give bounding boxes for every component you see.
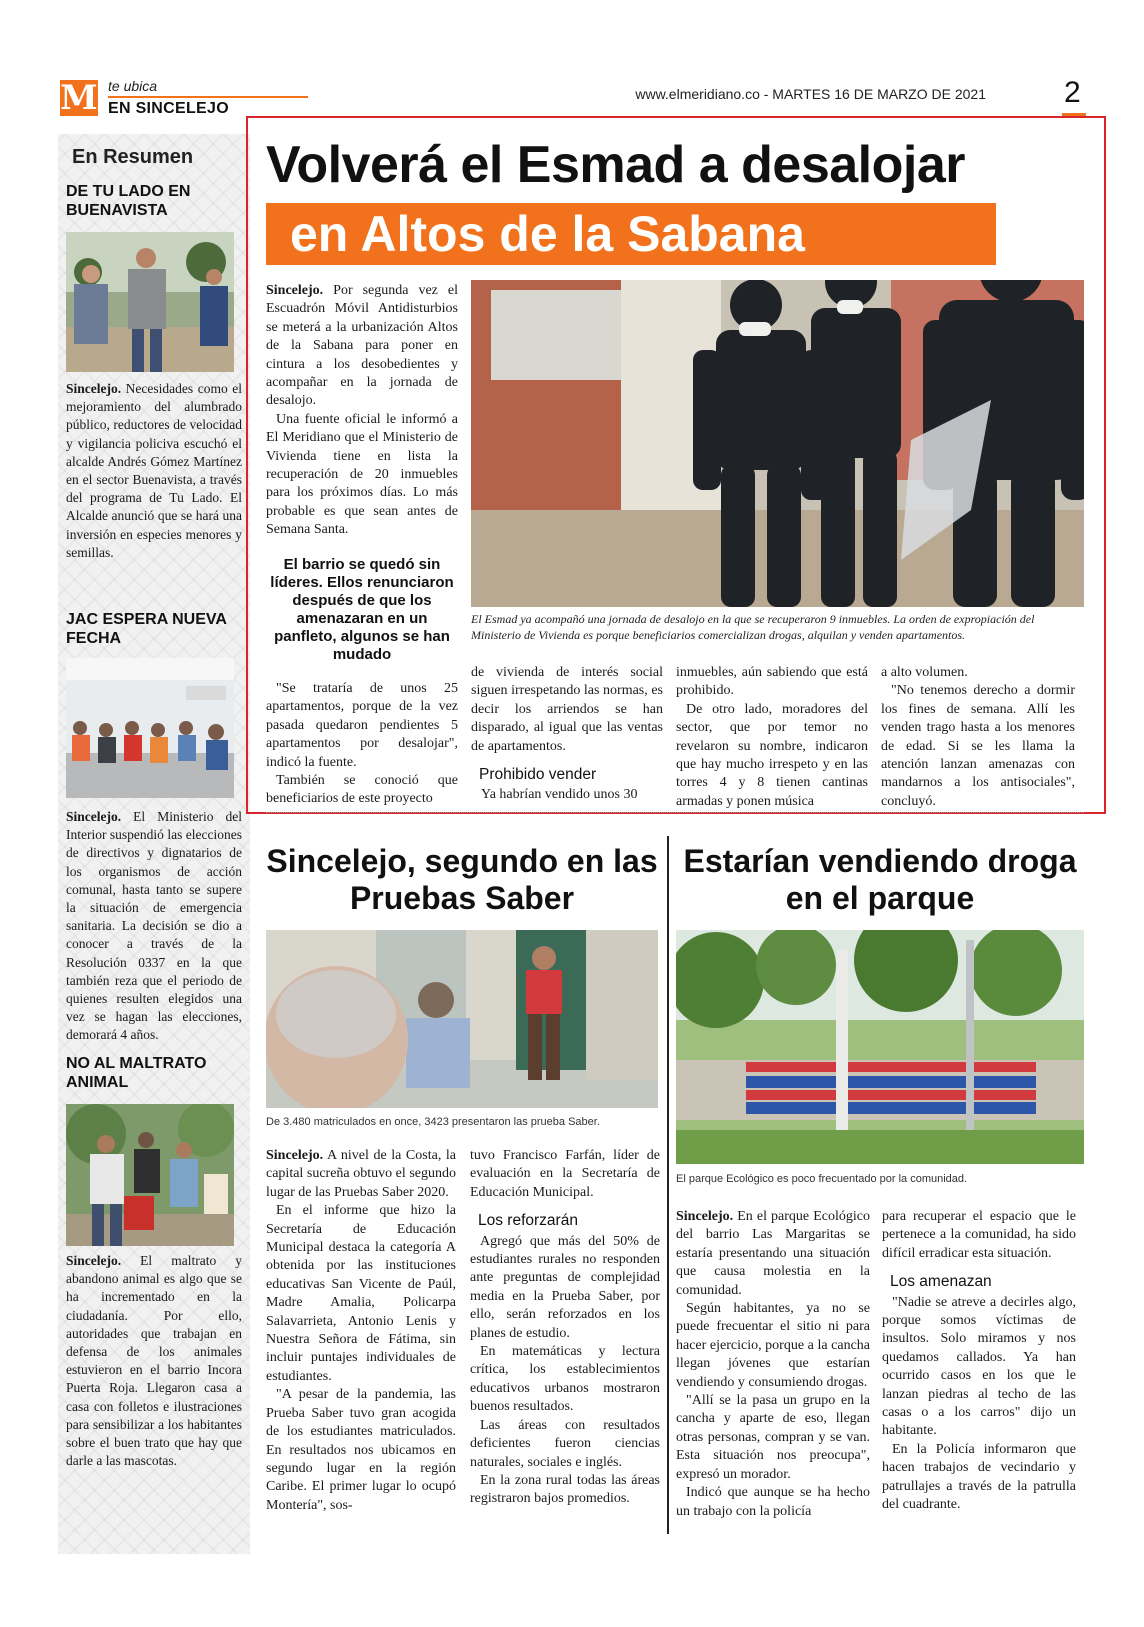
main-article-dotted-rule (266, 812, 1084, 813)
main-photo-caption: El Esmad ya acompañó una jornada de desalojo en la que se recuperaron 9 inmuebles. La orden de expropiación del Ministerio de Vivienda es porque beneficiarios comercializan drogas, alquilan y venden apartamentos. (471, 612, 1035, 642)
article-2-paragraph-3: "A pesar de la pandemia, las Prueba Saber tuvo gran acogida de los estudiantes matriculados. En resultados nos ubicamos en segundo lugar en la región Caribe. El primer lugar lo ocupó Montería", sos- (266, 1387, 456, 1513)
sidebar-body-2: El Ministerio del Interior suspendió las elecciones de directivos y dignatarios de los organismos de acción comunal, hasta tanto se supere la situación de emergencia sanitaria. La decisión se dio a conocer a través de la Resolución 0337 en la que también reza que el periodo de quienes resulten elegidos una vez se hagan las elecciones, demorará 4 años. (66, 809, 242, 1043)
dateline: Sincelejo. (266, 283, 324, 298)
article-3-title: Estarían vendiendo droga en el parque (683, 843, 1077, 916)
article-2-paragraph-2: En el informe que hizo la Secretaría de Educación Municipal destaca la categoría A obtenida por las instituciones educativas San Vicente de Paúl, Madre Amalia, Policarpa Salavarrieta, Antonio Lenis y Nuestra Señora de Fátima, sin incluir puntajes individuales de estudiantes. (266, 1203, 456, 1384)
main-paragraph-2: Una fuente oficial le informó a El Meridiano que el Ministerio de Vivienda tiene en lista la recuperación de 20 inmuebles para los próximos días. Lo más probable es que sean antes de Semana Santa. (266, 411, 458, 538)
article-3-col-2 (882, 1208, 1076, 1515)
main-headline-line-1: Volverá el Esmad a desalojar (266, 136, 965, 194)
sidebar-text-1 (66, 380, 242, 562)
column-divider (667, 836, 669, 1534)
dateline: Sincelejo. (66, 809, 122, 824)
newspaper-logo: M (60, 78, 98, 118)
article-3-paragraph-3: "Allí se la pasa un grupo en la cancha y aparte de eso, llegan otras personas, compran y se van. Esta situación nos preocupa", expresó un morador. (676, 1393, 870, 1482)
main-paragraph-3: "Se trataría de unos 25 apartamentos, porque de la vez pasada quedaron pendientes 5 apartamentos por desalojar", indicó la fuente. (266, 681, 458, 770)
sidebar-text-3 (66, 1252, 242, 1470)
article-2-paragraph-1-text: A nivel de la Costa, la capital sucreña obtuvo el segundo lugar de las Pruebas Saber 2020. (266, 1148, 456, 1200)
section-underline (108, 96, 308, 98)
main-paragraph-10: "No tenemos derecho a dormir los fines de semana. Allí les venden trago hasta a los menores de edad. Si se les llama la atención lanzan amenazas con mandarnos a los antisociales", concluyó. (881, 683, 1075, 809)
sidebar-body-1: Necesidades como el mejoramiento del alumbrado público, reductores de velocidad y vigilancia policiva escuchó el alcalde Andrés Gómez Martínez en el sector Buenavista, a través del programa de Tu Lado. El Alcalde anunció que se hará una inversión en especies menores y semillas. (66, 381, 242, 560)
article-3-paragraph-1-text: En el parque Ecológico del barrio Las Margaritas se estaría presentando una situación que causa molestia en la comunidad. (676, 1209, 870, 1298)
main-paragraph-1 (266, 282, 458, 411)
main-paragraph-5: de vivienda de interés social siguen irrespetando las normas, es decir los arriendos se han disparado, al igual que las ventas de apartamentos. (471, 665, 663, 754)
photo-meeting-room (66, 658, 234, 798)
main-col-4 (881, 664, 1075, 811)
article-2-photo-caption: De 3.480 matriculados en once, 3423 presentaron las prueba Saber. (266, 1116, 600, 1128)
main-pullquote: El barrio se quedó sin líderes. Ellos renunciaron después de que los amenazaran en un panfleto, algunos se han mudado (270, 556, 454, 663)
article-2-photo (266, 930, 658, 1108)
dateline: Sincelejo. (66, 1253, 122, 1268)
main-col-1-bottom (266, 680, 458, 809)
main-col-3 (676, 664, 868, 811)
photo-riot-police (471, 280, 1084, 607)
article-2-paragraph-8: En la zona rural todas las áreas registraron bajos promedios. (470, 1472, 660, 1507)
article-2-subhead: Los reforzarán (478, 1212, 578, 1230)
main-headline-line-2: en Altos de la Sabana (290, 206, 805, 262)
article-3-paragraph-1 (676, 1208, 870, 1300)
main-paragraph-4: También se conoció que beneficiarios de este proyecto (266, 773, 458, 807)
dateline: Sincelejo. (676, 1209, 734, 1224)
article-2-col-2 (470, 1147, 660, 1509)
article-3-paragraph-6: "Nadie se atreve a decirles algo, porque somos víctimas de insultos. Solo miramos y nos quedamos callados. Ya han ocurrido casos en los que le lanzan piedras al techo de las casas o a los carros" dijo un habitante. (882, 1294, 1076, 1439)
sidebar-body-3: El maltrato y abandono animal es algo que se ha incrementado en la ciudadanía. Por ello, autoridades que trabajan en defensa de los animales estuvieron en el barrio Incora Puerta Roja. Llegaron casa a casa con folletos e ilustraciones para sensibilizar a los habitantes sobre el buen trato que hay que darle a las mascotas. (66, 1253, 242, 1469)
page-number: 2 (1064, 76, 1081, 109)
photo-ecological-park (676, 930, 1084, 1164)
sidebar-title: En Resumen (72, 146, 194, 168)
sidebar-text-2 (66, 808, 242, 1045)
article-3-paragraph-2: Según habitantes, ya no se puede frecuentar el sitio ni para hacer ejercicio, porque a la cancha llegan jóvenes que estarían vendiendo y consumiendo drogas. (676, 1301, 870, 1390)
sidebar-heading-2: JAC ESPERA NUEVA FECHA (66, 611, 227, 647)
photo-animal-campaign (66, 1104, 234, 1246)
main-col-1-top (266, 282, 458, 540)
site-and-date[interactable]: www.elmeridiano.co - MARTES 16 DE MARZO DE 2021 (635, 86, 986, 102)
article-2-paragraph-4: tuvo Francisco Farfán, líder de evaluación en la Secretaría de Educación Municipal. (470, 1148, 660, 1200)
photo-classroom-speaker (266, 930, 658, 1108)
sidebar-heading-3: NO AL MALTRATO ANIMAL (66, 1055, 207, 1091)
main-photo-riot-police (471, 280, 1084, 607)
summary-sidebar (58, 134, 250, 1554)
article-2-paragraph-6: En matemáticas y lectura crítica, los establecimientos educativos urbanos mostraron buenos resultados. (470, 1344, 660, 1415)
main-paragraph-8: De otro lado, moradores del sector, que por temor no revelaron su nombre, indicaron que hay mucho irrespeto y en las torres 4 y 8 tienen cantinas armadas y ponen música (676, 701, 868, 809)
article-2-title: Sincelejo, segundo en las Pruebas Saber (266, 843, 658, 916)
article-3-paragraph-7: En la Policía informaron que hacen trabajos de vecindario y patrullajes a través de la patrulla del cuadrante. (882, 1441, 1076, 1513)
article-2-paragraph-1 (266, 1147, 456, 1202)
sidebar-photo-1 (66, 232, 234, 372)
dateline: Sincelejo. (66, 381, 122, 396)
sidebar-photo-2 (66, 658, 234, 798)
main-subhead: Prohibido vender (479, 766, 597, 784)
article-3-paragraph-5: para recuperar el espacio que le pertenece a la comunidad, ha sido difícil erradicar esta situación. (882, 1209, 1076, 1261)
article-3-col-1 (676, 1208, 870, 1521)
sidebar-photo-3 (66, 1104, 234, 1246)
article-3-paragraph-4: Indicó que aunque se ha hecho un trabajo con la policía (676, 1485, 870, 1519)
article-2-paragraph-5: Agregó que más del 50% de estudiantes rurales no responden ante preguntas de complejidad media en la Prueba Saber, por ello, serán reforzados en los planes de estudio. (470, 1233, 660, 1341)
main-paragraph-1-text: Por segunda vez el Escuadrón Móvil Antidisturbios se meterá a la urbanización Altos de la Sabana para poner en cintura a los desobedientes y acompañar en la jornada de desalojo. (266, 283, 458, 409)
section-name: EN SINCELEJO (108, 100, 229, 117)
sidebar-heading-1: DE TU LADO EN BUENAVISTA (66, 183, 191, 219)
article-3-subhead: Los amenazan (890, 1273, 992, 1291)
article-2-col-1 (266, 1147, 456, 1515)
main-paragraph-7: inmuebles, aún sabiendo que está prohibido. (676, 665, 868, 699)
section-kicker: te ubica (108, 78, 158, 94)
main-col-2 (471, 664, 663, 805)
photo-people-outdoors (66, 232, 234, 372)
article-3-photo (676, 930, 1084, 1164)
dateline: Sincelejo. (266, 1148, 324, 1163)
article-2-paragraph-7: Las áreas con resultados deficientes fueron ciencias naturales, sociales e inglés. (470, 1417, 660, 1470)
article-3-photo-caption: El parque Ecológico es poco frecuentado por la comunidad. (676, 1173, 968, 1185)
main-paragraph-6: Ya habrían vendido unos 30 (481, 787, 638, 803)
main-paragraph-9: a alto volumen. (881, 665, 968, 680)
